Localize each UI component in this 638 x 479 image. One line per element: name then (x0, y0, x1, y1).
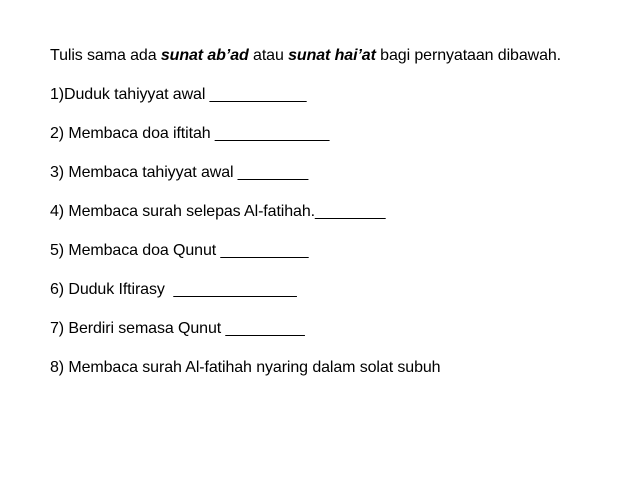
question-item: 8) Membaca surah Al-fatihah nyaring dalam solat subuh (50, 359, 441, 376)
question-item: 7) Berdiri semasa Qunut _________ (50, 320, 305, 337)
question-item: 1)Duduk tahiyyat awal ___________ (50, 86, 307, 103)
question-item: 4) Membaca surah selepas Al-fatihah.________ (50, 203, 386, 220)
instruction-text (50, 46, 590, 66)
option-sunat-abad: sunat ab’ad (160, 47, 249, 64)
question-item: 3) Membaca tahiyyat awal ________ (50, 164, 309, 181)
instruction-part-3: bagi pernyataan dibawah. (375, 47, 562, 64)
worksheet-content (50, 46, 590, 397)
instruction-part-1: Tulis sama ada (50, 47, 161, 64)
instruction-part-2: atau (248, 47, 289, 64)
option-sunat-haiat: sunat hai’at (288, 47, 376, 64)
question-item: 6) Duduk Iftirasy ______________ (50, 281, 297, 298)
question-item: 5) Membaca doa Qunut __________ (50, 242, 309, 259)
question-item: 2) Membaca doa iftitah _____________ (50, 125, 330, 142)
question-list (50, 85, 590, 378)
